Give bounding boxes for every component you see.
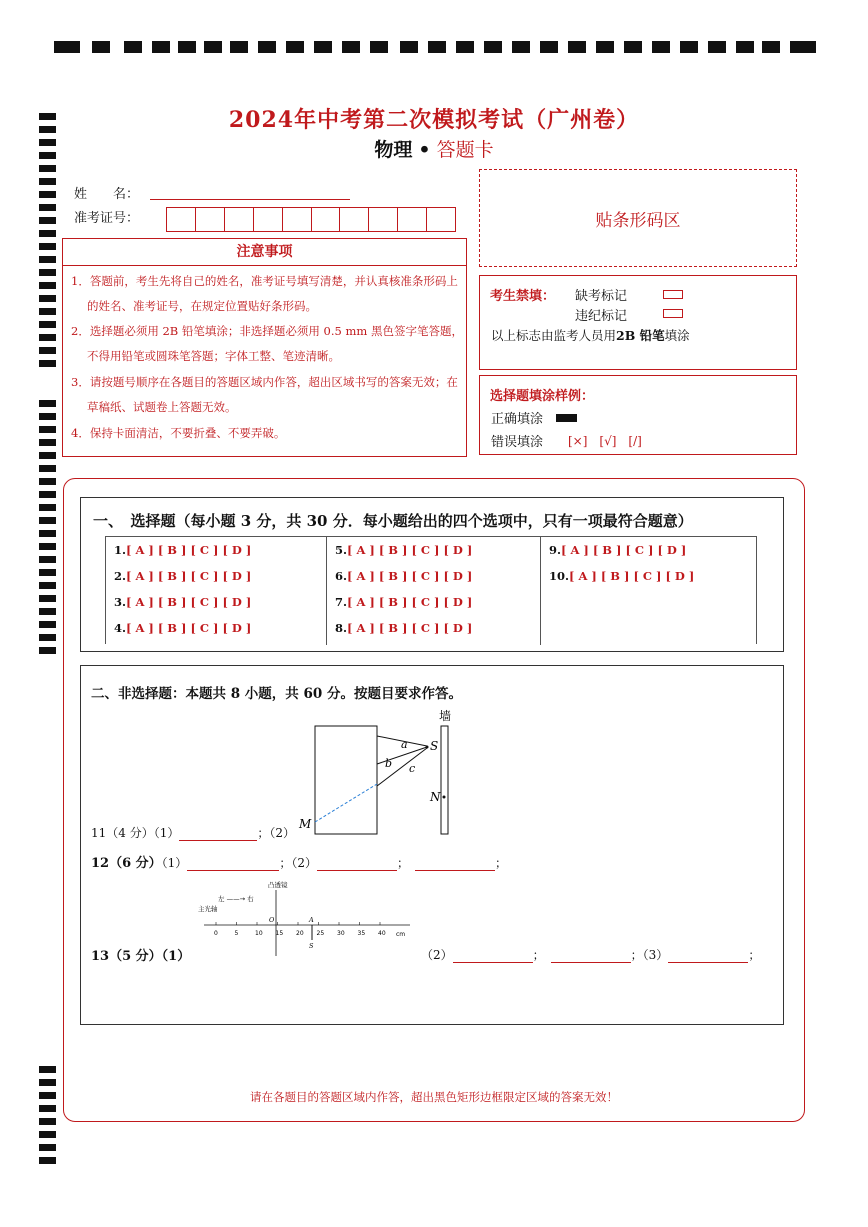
notice-heading: 注意事项 bbox=[63, 239, 466, 266]
question-number: 9. bbox=[549, 543, 562, 557]
timing-mark bbox=[39, 282, 56, 289]
answer-card-label: 答题卡 bbox=[436, 139, 494, 161]
timing-mark bbox=[568, 41, 586, 53]
exam-subtitle bbox=[0, 135, 868, 162]
exam-id-boxes[interactable] bbox=[166, 207, 456, 232]
timing-mark bbox=[39, 452, 56, 459]
point-N bbox=[443, 796, 446, 799]
timing-mark bbox=[39, 426, 56, 433]
label-a: a bbox=[401, 738, 408, 751]
timing-mark bbox=[39, 647, 56, 654]
axis-tick-label: 15 bbox=[275, 930, 284, 937]
subject-label: 物理 bbox=[374, 139, 413, 161]
timing-mark bbox=[39, 243, 56, 250]
subtitle-dot: • bbox=[418, 139, 431, 161]
axis-tick-label: 10 bbox=[255, 930, 263, 937]
timing-mark bbox=[762, 41, 780, 53]
choice-column-2 bbox=[326, 537, 541, 645]
timing-marks-left bbox=[0, 0, 60, 1227]
q13-blank-2[interactable] bbox=[551, 962, 631, 963]
timing-mark bbox=[39, 608, 56, 615]
name-label: 姓 名： bbox=[74, 187, 140, 202]
timing-mark bbox=[342, 41, 360, 53]
choice-item[interactable] bbox=[114, 543, 251, 557]
timing-mark bbox=[39, 1079, 56, 1086]
notice-item: 2．选择题必须用 2B 铅笔填涂；非选择题必须用 0.5 mm 黑色签字笔答题，不得用铅笔或圆珠笔答题；字体工整、笔迹清晰。 bbox=[71, 324, 463, 363]
timing-mark bbox=[178, 41, 196, 53]
axis-label: 主光轴 bbox=[198, 905, 218, 913]
timing-mark bbox=[39, 478, 56, 485]
correct-fill-sample bbox=[556, 414, 577, 422]
timing-mark bbox=[39, 504, 56, 511]
timing-mark bbox=[39, 1105, 56, 1112]
q13-lens-figure bbox=[196, 878, 421, 958]
absent-mark-box[interactable] bbox=[663, 290, 683, 299]
question-number: 8. bbox=[335, 621, 348, 635]
multiple-choice-section bbox=[80, 497, 784, 652]
timing-mark bbox=[540, 41, 558, 53]
exam-id-digit-box[interactable] bbox=[254, 207, 283, 232]
axis-ticks bbox=[214, 922, 386, 937]
choice-options[interactable]: [ A ] [ B ] [ C ] [ D ] bbox=[126, 543, 252, 557]
timing-mark bbox=[39, 491, 56, 498]
timing-mark bbox=[39, 269, 56, 276]
timing-mark bbox=[124, 41, 142, 53]
q12-blank-3[interactable] bbox=[415, 870, 495, 871]
wrong-fill-samples: [×] [√] [/] bbox=[568, 434, 642, 448]
choice-options[interactable]: [ A ] [ B ] [ C ] [ D ] bbox=[347, 543, 473, 557]
timing-mark bbox=[370, 41, 388, 53]
timing-mark bbox=[39, 1131, 56, 1138]
wrong-fill-label: 错误填涂 bbox=[491, 435, 544, 450]
timing-mark bbox=[152, 41, 170, 53]
q12-blank-2[interactable] bbox=[317, 870, 397, 871]
exam-id-digit-box[interactable] bbox=[196, 207, 225, 232]
axis-tick-label: 0 bbox=[214, 930, 218, 937]
wall-label: 墙 bbox=[439, 709, 452, 723]
section2-title: 二、非选择题：本题共 8 小题，共 60 分。按题目要求作答。 bbox=[91, 686, 462, 702]
fill-example-title: 选择题填涂样例： bbox=[490, 389, 595, 404]
timing-mark bbox=[39, 256, 56, 263]
label-A: A bbox=[309, 916, 314, 924]
choice-item[interactable] bbox=[335, 595, 472, 609]
exam-id-digit-box[interactable] bbox=[398, 207, 427, 232]
timing-mark bbox=[39, 543, 56, 550]
timing-mark bbox=[790, 41, 816, 53]
timing-mark bbox=[230, 41, 248, 53]
notice-box bbox=[62, 238, 467, 457]
timing-mark bbox=[680, 41, 698, 53]
question-number: 7. bbox=[335, 595, 348, 609]
q13-blank-3[interactable] bbox=[668, 962, 748, 963]
label-S: S bbox=[430, 739, 439, 753]
choice-item[interactable] bbox=[335, 569, 472, 583]
free-response-section bbox=[80, 665, 784, 1025]
section1-title: 一、 选择题（每小题 3 分，共 30 分．每小题给出的四个选项中，只有一项最符合题意） bbox=[93, 512, 693, 530]
question-number: 3. bbox=[114, 595, 127, 609]
notice-item: 1．答题前，考生先将自己的姓名，准考证号填写清楚，并认真核准条形码上的姓名、准考证号，在规定位置贴好条形码。 bbox=[71, 274, 458, 313]
notice-item: 4．保持卡面清洁，不要折叠、不要弄破。 bbox=[71, 426, 286, 440]
proctor-marks-box bbox=[479, 275, 797, 370]
choice-options[interactable]: [ A ] [ B ] [ C ] [ D ] bbox=[561, 543, 687, 557]
timing-mark bbox=[624, 41, 642, 53]
wall bbox=[441, 726, 448, 834]
timing-mark bbox=[736, 41, 754, 53]
lens-label: 凸透镜 bbox=[268, 881, 288, 889]
exam-id-digit-box[interactable] bbox=[340, 207, 369, 232]
choice-options[interactable]: [ A ] [ B ] [ C ] [ D ] bbox=[126, 621, 252, 635]
mirror-block bbox=[315, 726, 377, 834]
timing-mark bbox=[39, 439, 56, 446]
timing-mark bbox=[39, 569, 56, 576]
axis-tick-label: 40 bbox=[378, 930, 386, 937]
timing-mark bbox=[39, 530, 56, 537]
timing-mark bbox=[39, 217, 56, 224]
timing-mark bbox=[484, 41, 502, 53]
exam-title: 2024年中考第二次模拟考试（广州卷） bbox=[228, 107, 640, 133]
choice-options[interactable]: [ A ] [ B ] [ C ] [ D ] bbox=[569, 569, 695, 583]
choice-item[interactable] bbox=[335, 621, 472, 635]
timing-mark bbox=[512, 41, 530, 53]
exam-id-digit-box[interactable] bbox=[312, 207, 341, 232]
timing-mark bbox=[708, 41, 726, 53]
choice-item[interactable] bbox=[549, 543, 686, 557]
violation-mark-box[interactable] bbox=[663, 309, 683, 318]
proctor-only-label: 考生禁填： bbox=[490, 289, 556, 304]
q11-blank-1[interactable] bbox=[179, 840, 257, 841]
label-N: N bbox=[430, 790, 441, 804]
direction-label: 左 ——→ 右 bbox=[218, 895, 254, 903]
correct-fill-label: 正确填涂 bbox=[491, 412, 544, 427]
question-number: 5. bbox=[335, 543, 348, 557]
exam-id-digit-box[interactable] bbox=[166, 207, 196, 232]
timing-mark bbox=[39, 321, 56, 328]
timing-mark bbox=[314, 41, 332, 53]
question-number: 1. bbox=[114, 543, 127, 557]
timing-mark bbox=[428, 41, 446, 53]
q11-line: 11（4 分）（1） ；（2） bbox=[91, 826, 295, 840]
barcode-area: 贴条形码区 bbox=[479, 169, 797, 267]
choice-column-3 bbox=[541, 537, 758, 645]
violation-label: 违纪标记 bbox=[575, 309, 628, 324]
timing-mark bbox=[652, 41, 670, 53]
choice-options[interactable]: [ A ] [ B ] [ C ] [ D ] bbox=[126, 569, 252, 583]
timing-mark bbox=[39, 1066, 56, 1073]
question-number: 2. bbox=[114, 569, 127, 583]
q13-line: （2） ； ；（3） ； bbox=[421, 948, 761, 962]
timing-mark bbox=[39, 347, 56, 354]
label-S2: S bbox=[309, 942, 314, 950]
q12-line: 12（6 分）（1） ；（2） ； ； bbox=[91, 856, 507, 871]
timing-mark bbox=[39, 308, 56, 315]
timing-mark bbox=[456, 41, 474, 53]
timing-mark bbox=[39, 191, 56, 198]
exam-id-digit-box[interactable] bbox=[225, 207, 254, 232]
axis-tick-label: 20 bbox=[296, 930, 304, 937]
unit-label: cm bbox=[396, 931, 406, 938]
timing-mark bbox=[39, 400, 56, 407]
timing-mark bbox=[596, 41, 614, 53]
timing-mark bbox=[39, 295, 56, 302]
q13-label: 13（5 分）（1） bbox=[91, 949, 191, 964]
timing-mark bbox=[39, 634, 56, 641]
absent-label: 缺考标记 bbox=[575, 289, 628, 304]
choice-options[interactable]: [ A ] [ B ] [ C ] [ D ] bbox=[347, 621, 473, 635]
notice-item: 3．请按题号顺序在各题目的答题区域内作答，超出区域书写的答案无效；在草稿纸、试题卷上答题无效。 bbox=[71, 375, 458, 414]
timing-mark bbox=[204, 41, 222, 53]
timing-marks-top bbox=[54, 41, 814, 55]
q12-blank-1[interactable] bbox=[187, 870, 279, 871]
axis-tick-label: 30 bbox=[337, 930, 345, 937]
choice-item[interactable] bbox=[114, 621, 251, 635]
point-S bbox=[426, 746, 429, 749]
choice-item[interactable] bbox=[114, 569, 251, 583]
q13-blank-1[interactable] bbox=[453, 962, 533, 963]
timing-mark bbox=[39, 1144, 56, 1151]
label-b: b bbox=[385, 757, 393, 770]
exam-id-digit-box[interactable] bbox=[427, 207, 456, 232]
choice-options[interactable]: [ A ] [ B ] [ C ] [ D ] bbox=[126, 595, 252, 609]
timing-mark bbox=[39, 1118, 56, 1125]
timing-mark bbox=[39, 230, 56, 237]
timing-mark bbox=[39, 204, 56, 211]
question-number: 4. bbox=[114, 621, 127, 635]
timing-mark bbox=[39, 556, 56, 563]
choice-item[interactable] bbox=[549, 569, 694, 583]
timing-mark bbox=[39, 465, 56, 472]
choice-column-1 bbox=[106, 537, 326, 645]
timing-mark bbox=[39, 413, 56, 420]
q11-optics-figure bbox=[291, 706, 491, 841]
proctor-note: 以上标志由监考人员用2B 铅笔填涂 bbox=[491, 328, 690, 343]
timing-mark bbox=[39, 178, 56, 185]
label-O: O bbox=[269, 916, 275, 924]
exam-id-digit-box[interactable] bbox=[369, 207, 398, 232]
axis-tick-label: 35 bbox=[357, 930, 366, 937]
choice-options[interactable]: [ A ] [ B ] [ C ] [ D ] bbox=[347, 595, 473, 609]
choice-item[interactable] bbox=[114, 595, 251, 609]
timing-mark bbox=[39, 621, 56, 628]
label-M: M bbox=[299, 817, 312, 831]
choice-grid bbox=[105, 536, 757, 644]
choice-options[interactable]: [ A ] [ B ] [ C ] [ D ] bbox=[347, 569, 473, 583]
label-c: c bbox=[409, 762, 416, 775]
fill-example-box bbox=[479, 375, 797, 455]
exam-id-label: 准考证号： bbox=[74, 211, 140, 226]
timing-mark bbox=[39, 334, 56, 341]
timing-mark bbox=[39, 360, 56, 367]
timing-mark bbox=[400, 41, 418, 53]
timing-mark bbox=[39, 582, 56, 589]
footer-warning: 请在各题目的答题区域内作答，超出黑色矩形边框限定区域的答案无效！ bbox=[250, 1090, 618, 1104]
timing-mark bbox=[39, 595, 56, 602]
timing-mark bbox=[39, 517, 56, 524]
timing-mark bbox=[286, 41, 304, 53]
timing-mark bbox=[92, 41, 110, 53]
name-field[interactable] bbox=[150, 199, 350, 200]
timing-mark bbox=[39, 1157, 56, 1164]
timing-mark bbox=[258, 41, 276, 53]
choice-item[interactable] bbox=[335, 543, 472, 557]
axis-tick-label: 5 bbox=[234, 930, 239, 937]
exam-id-digit-box[interactable] bbox=[283, 207, 312, 232]
timing-mark bbox=[39, 165, 56, 172]
question-number: 6. bbox=[335, 569, 348, 583]
axis-tick-label: 25 bbox=[316, 930, 325, 937]
question-number: 10. bbox=[549, 569, 570, 583]
